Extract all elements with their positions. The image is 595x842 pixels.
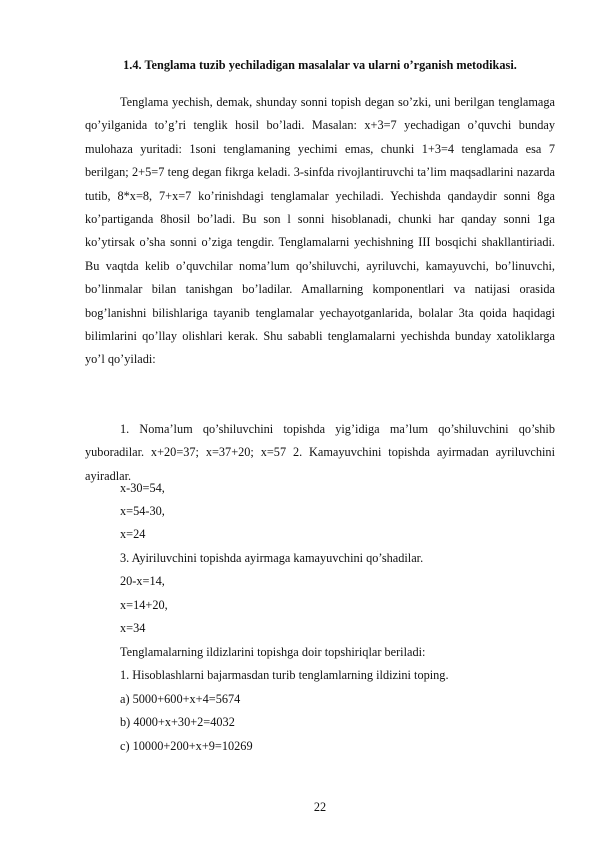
text-line: 3. Ayiriluvchini topishda ayirmaga kamayuvchini qo’shadilar. <box>120 551 424 565</box>
text-line: Tenglamalarning ildizlarini topishga doir topshiriqlar beriladi: <box>120 645 426 659</box>
paragraph-intro: Tenglama yechish, demak, shunday sonni topish degan so’zki, uni berilgan tenglamaga qo’yilganida to’g’ri tenglik hosil bo’ladi. Masalan: x+3=7 yechadigan o’quvchi bunday mulohaza yuritadi: 1soni tenglamaning yechimi emas, chunki 1+3=4 tenglamada esa 7 berilgan; 2+5=7 teng degan fikrga keladi. 3-sinfda rivojlantiruvchi ta’lim maqsadlarini nazarda tutib, 8*x=8, 7+x=7 ko’rinishdagi tenglamalar yechiladi. Yechishda qandaydir sonni 8ga ko’partiganda 8hosil bo’ladi. Bu son l sonni hisoblanadi, chunki har qanday sonni 1ga ko’ytirsak o’sha sonni o’ziga tengdir. Tenglamalarni yechishning III bosqichi shakllantiriadi. Bu vaqtda kelib o’quvchilar noma’lum qo’shiluvchi, ayriluvchi, kamayuvchi, bo’linuvchi, bo’linmalar bilan tanishgan bo’ladilar. Amallarning komponentlari va natijasi orasida bog’lanishni bilishlariga tayanib tenglamalar yechayotganlarida, bolalar 3ta qoida haqidagi bilimlarini qo’llay olishlari kerak. Shu sababli tenglamalarni yechishda bunday xatoliklarga yo’l qo’yiladi: <box>85 95 555 367</box>
text-line: 1. Hisoblashlarni bajarmasdan turib tenglamlarning ildizini toping. <box>120 668 449 682</box>
equation-line: x=14+20, <box>120 598 168 612</box>
equation-line: c) 10000+200+x+9=10269 <box>120 739 253 753</box>
paragraph-error-1: 1. Noma’lum qo’shiluvchini topishda yig’idiga ma’lum qo’shiluvchini qo’shib yuboradilar. x+20=37; x=37+20; x=57 2. Kamayuvchini topishda ayirmadan ayriluvchini ayiradlar. <box>85 422 555 483</box>
equation-line: b) 4000+x+30+2=4032 <box>120 715 235 729</box>
equation-line: a) 5000+600+x+4=5674 <box>120 692 241 706</box>
page-number: 22 <box>313 800 327 814</box>
equation-line: x=54-30, <box>120 504 165 518</box>
equation-line: 20-x=14, <box>120 574 165 588</box>
section-title: 1.4. Tenglama tuzib yechiladigan masalalar va ularni o’rganish metodikasi. <box>123 58 517 72</box>
equation-line: x-30=54, <box>120 481 165 495</box>
equation-line: x=24 <box>120 527 146 541</box>
equation-line: x=34 <box>120 621 146 635</box>
